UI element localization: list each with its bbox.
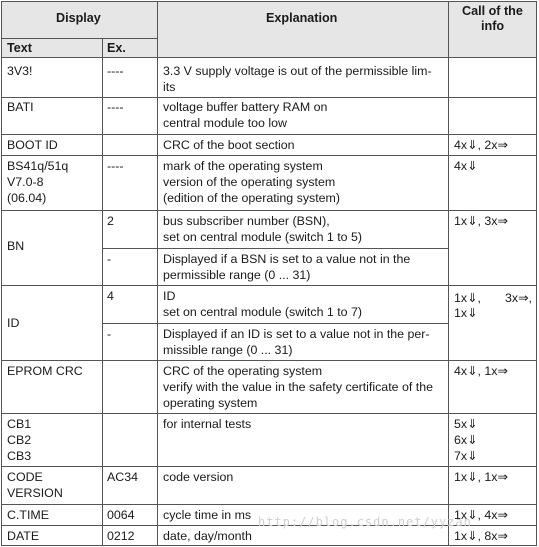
cell-exp-3v3-2: its — [163, 80, 176, 94]
cell-exp-3v3-1: 3.3 V supply voltage is out of the permissible lim- — [163, 64, 432, 78]
divider-explanation-call — [448, 2, 449, 546]
cell-text-id: ID — [7, 316, 20, 330]
cell-call-id-1: 1x⇓, — [454, 291, 481, 305]
cell-call-id-3: 1x⇓ — [454, 306, 478, 320]
cell-text-bati: BATI — [7, 100, 34, 114]
cell-ex-code: AC34 — [107, 470, 138, 484]
row-divider — [2, 360, 537, 361]
cell-exp-ctime: cycle time in ms — [163, 508, 252, 522]
divider-ex-explanation — [157, 2, 158, 546]
cell-ex-id-2: - — [107, 327, 112, 341]
subrow-divider — [102, 323, 448, 324]
info-table — [1, 1, 537, 546]
row-divider — [2, 466, 537, 467]
cell-call-cb2: 6x⇓ — [454, 433, 478, 447]
cell-exp-eprom-2: verify with the value in the safety certificate of the — [163, 380, 433, 394]
cell-ex-bn-2: - — [107, 252, 112, 266]
row-divider — [2, 155, 537, 156]
cell-exp-bs41-1: mark of the operating system — [163, 159, 323, 173]
row-divider — [2, 504, 537, 505]
cell-call-cb1: 5x⇓ — [454, 417, 478, 431]
cell-text-bn: BN — [7, 239, 25, 253]
cell-exp-bs41-2: version of the operating system — [163, 175, 336, 189]
cell-exp-date: date, day/month — [163, 529, 252, 543]
cell-text-bs41-1: BS41q/51q — [7, 159, 69, 173]
cell-call-bs41: 4x⇓ — [454, 159, 478, 173]
cell-ex-bn-1: 2 — [107, 214, 114, 228]
cell-exp-bn-2b: permissible range (0 ... 31) — [163, 268, 311, 282]
cell-exp-bati-2: central module too low — [163, 116, 287, 130]
cell-text-ctime: C.TIME — [7, 508, 49, 522]
cell-call-bn: 1x⇓, 3x⇒ — [454, 214, 508, 228]
header-ex: Ex. — [107, 41, 126, 55]
cell-call-cb3: 7x⇓ — [454, 449, 478, 463]
cell-exp-eprom-3: operating system — [163, 396, 258, 410]
cell-exp-cb: for internal tests — [163, 417, 252, 431]
header-text: Text — [7, 41, 32, 55]
row-divider — [2, 285, 537, 286]
cell-exp-bs41-3: (edition of the operating system) — [163, 191, 341, 205]
cell-text-bs41-3: (06.04) — [7, 191, 47, 205]
row-divider — [2, 97, 537, 98]
watermark-text: http://blog.csdn.net/yyzan — [258, 515, 472, 529]
cell-text-bootid: BOOT ID — [7, 138, 58, 152]
row-divider — [2, 134, 537, 135]
cell-ex-bs41: ---- — [107, 159, 124, 173]
cell-text-code-1: CODE — [7, 470, 43, 484]
cell-ex-3v3: ---- — [107, 64, 124, 78]
cell-ex-ctime: 0064 — [107, 508, 135, 522]
cell-text-cb1: CB1 — [7, 417, 32, 431]
cell-text-eprom: EPROM CRC — [7, 364, 83, 378]
cell-exp-bn-1a: bus subscriber number (BSN), — [163, 214, 330, 228]
cell-text-cb2: CB2 — [7, 433, 32, 447]
cell-text-date: DATE — [7, 529, 40, 543]
row-divider — [2, 210, 537, 211]
cell-call-bootid: 4x⇓, 2x⇒ — [454, 138, 508, 152]
cell-ex-bati: ---- — [107, 100, 124, 114]
cell-call-eprom: 4x⇓, 1x⇒ — [454, 364, 508, 378]
cell-exp-id-2a: Displayed if an ID is set to a value not in the per- — [163, 327, 430, 341]
cell-call-id-2: 3x⇒, — [505, 291, 532, 305]
subrow-divider — [102, 248, 448, 249]
cell-exp-bootid: CRC of the boot section — [163, 138, 295, 152]
cell-text-code-2: VERSION — [7, 486, 63, 500]
cell-text-bs41-2: V7.0-8 — [7, 175, 44, 189]
row-divider — [2, 413, 537, 414]
cell-text-3v3: 3V3! — [7, 64, 33, 78]
cell-exp-eprom-1: CRC of the operating system — [163, 364, 323, 378]
header-display: Display — [56, 11, 101, 25]
header-call-line2: info — [481, 19, 505, 33]
header-call-line1: Call of the — [462, 4, 523, 18]
header-subdivider — [2, 38, 157, 39]
cell-exp-bn-1b: set on central module (switch 1 to 5) — [163, 230, 363, 244]
header-explanation: Explanation — [266, 11, 338, 25]
cell-ex-id-1: 4 — [107, 289, 114, 303]
cell-ex-date: 0212 — [107, 529, 135, 543]
cell-call-date: 1x⇓, 8x⇒ — [454, 529, 508, 543]
cell-exp-code: code version — [163, 470, 234, 484]
cell-text-cb3: CB3 — [7, 449, 32, 463]
cell-exp-id-1b: set on central module (switch 1 to 7) — [163, 305, 363, 319]
cell-exp-id-2b: missible range (0 ... 31) — [163, 343, 293, 357]
divider-text-ex — [102, 38, 103, 546]
cell-exp-bati-1: voltage buffer battery RAM on — [163, 100, 328, 114]
cell-call-code: 1x⇓, 1x⇒ — [454, 470, 508, 484]
cell-call-ctime: 1x⇓, 4x⇒ — [454, 508, 508, 522]
cell-exp-id-1a: ID — [163, 289, 176, 303]
cell-exp-bn-2a: Displayed if a BSN is set to a value not in the — [163, 252, 411, 266]
